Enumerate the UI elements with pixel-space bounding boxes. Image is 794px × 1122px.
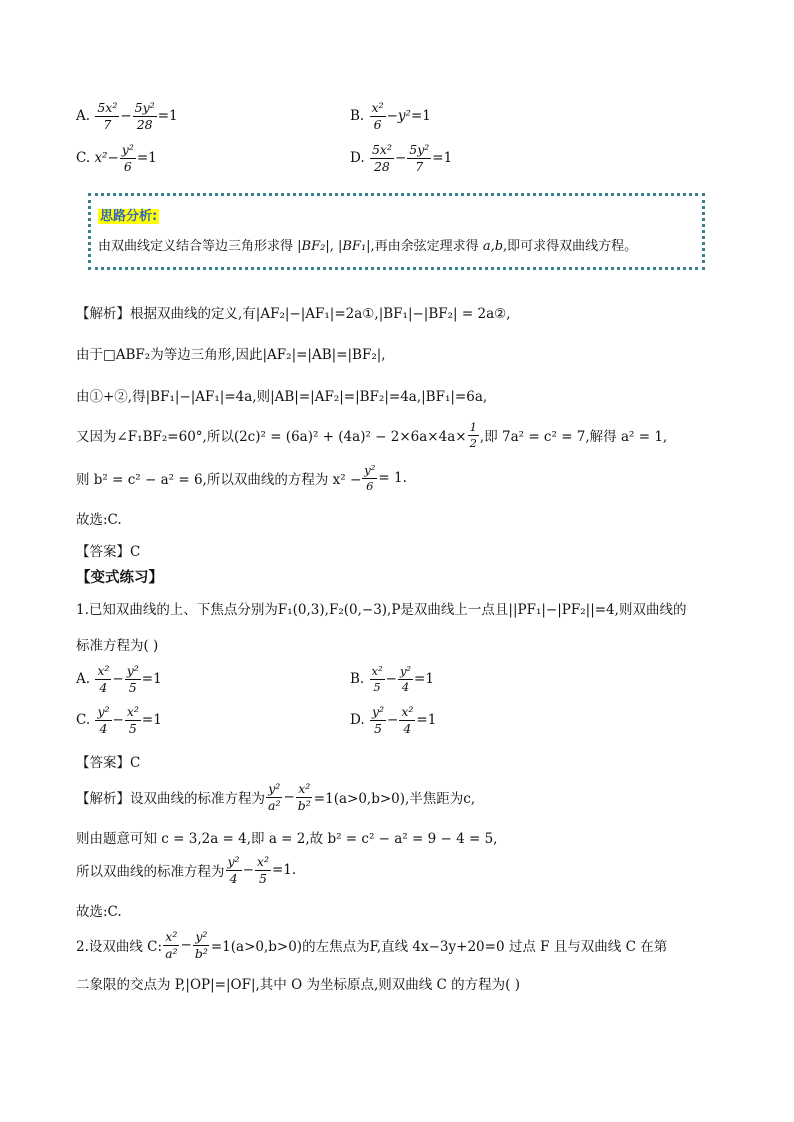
option-b: B. $\frac{\text{x²}}{6}$ − y² =1 xyxy=(350,100,431,132)
q2-text-2: 二象限的交点为 P,|OP|=|OF|,其中 O 为坐标原点,则双曲线 C 的方程为( ) xyxy=(76,977,520,993)
solution-line-4: 又因为∠F₁BF₂=60°,所以(2c)² = (6a)² + (4a)² − 2×6a×4a× $\frac{1}{2}$ ,即 7a² = c² = 7,解得 a² = 1, xyxy=(76,420,668,450)
q1-text-2: 标准方程为( ) xyxy=(76,638,159,654)
q1-option-d: D. $\frac{\text{y²}}{5}$ − $\frac{\text{x²}}{4}$ =1 xyxy=(350,704,437,736)
hint-title: 思路分析: xyxy=(100,209,158,224)
section-title: 【变式练习】 xyxy=(76,569,163,586)
hint-box xyxy=(88,193,705,270)
hint-text: 由双曲线定义结合等边三角形求得 |BF₂|, |BF₁|,再由余弦定理求得 a,b,即可求得双曲线方程。 xyxy=(98,239,638,254)
solution-select: 故选:C. xyxy=(76,512,122,528)
q1-solution-select: 故选:C. xyxy=(76,904,122,920)
solution-line-1: 【解析】根据双曲线的定义,有|AF₂|−|AF₁|=2a①,|BF₁|−|BF₂| = 2a②, xyxy=(76,306,511,322)
q1-option-a: A. $\frac{\text{x²}}{4}$ − $\frac{\text{y²}}{5}$ =1 xyxy=(76,663,162,695)
solution-line-2: 由于□ABF₂为等边三角形,因此|AF₂|=|AB|=|BF₂|, xyxy=(76,347,386,363)
q1-solution-line-2: 则由题意可知 c = 3,2a = 4,即 a = 2,故 b² = c² − a² = 9 − 4 = 5, xyxy=(76,831,498,847)
q1-option-c: C. $\frac{\text{y²}}{4}$ − $\frac{\text{x²}}{5}$ =1 xyxy=(76,704,162,736)
q2-text-1: 2.设双曲线 C: $\frac{\text{x²}}{\text{a²}}$ − $\frac{\text{y²}}{\text{b²}}$ =1(a>0,b>0)的左焦点为F,直线 4x−3y+20=0 过点 F 且与双曲线 C 在第 xyxy=(76,929,668,961)
q1-answer: 【答案】C xyxy=(76,755,141,771)
option-a: A. $\frac{\text{5x²}}{7}$ − $\frac{\text{5y²}}{28}$ =1 xyxy=(76,100,178,132)
solution-answer: 【答案】C xyxy=(76,544,141,560)
q1-solution-line-3: 所以双曲线的标准方程为 $\frac{\text{y²}}{4}$ − $\frac{\text{x²}}{5}$ =1. xyxy=(76,854,297,886)
q1-option-b: B. $\frac{\text{x²}}{5}$ − $\frac{\text{y²}}{4}$ =1 xyxy=(350,664,434,694)
q1-text-1: 1.已知双曲线的上、下焦点分别为F₁(0,3),F₂(0,−3),P是双曲线上一点且||PF₁|−|PF₂||=4,则双曲线的 xyxy=(76,602,687,618)
solution-line-3: 由①+②,得|BF₁|−|AF₁|=4a,则|AB|=|AF₂|=|BF₂|=4a,|BF₁|=6a, xyxy=(76,389,488,405)
option-c: C. x² − $\frac{\text{y²}}{6}$ =1 xyxy=(76,142,157,174)
solution-line-5: 则 b² = c² − a² = 6,所以双曲线的方程为 x² − $\frac{\text{y²}}{6}$ = 1. xyxy=(76,463,407,493)
option-d: D. $\frac{\text{5x²}}{28}$ − $\frac{\text{5y²}}{7}$ =1 xyxy=(350,142,453,174)
q1-solution-line-1: 【解析】设双曲线的标准方程为 $\frac{\text{y²}}{\text{a²}}$ − $\frac{\text{x²}}{\text{b²}}$ =1(a>0,b>0),半焦距为c, xyxy=(76,781,476,813)
